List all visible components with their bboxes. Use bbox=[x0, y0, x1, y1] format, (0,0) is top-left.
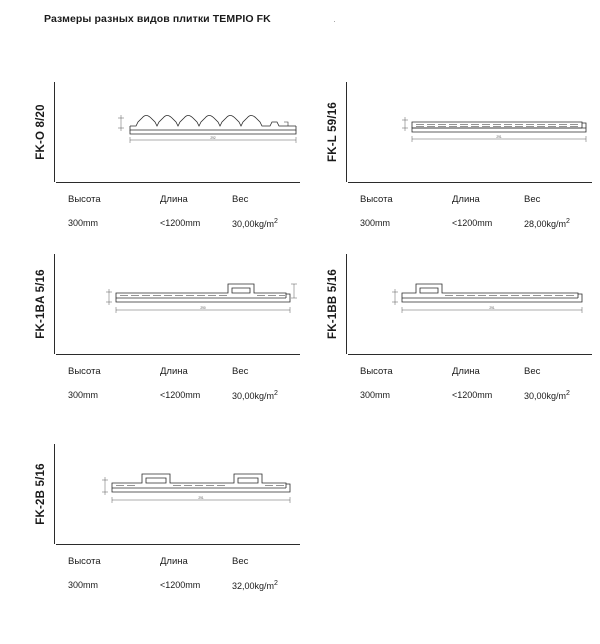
spec-value-weight-text: 32,00kg/m bbox=[232, 581, 275, 591]
profile-drawing-fk-2b-5-16 bbox=[58, 444, 300, 544]
spec-value-row bbox=[68, 218, 300, 229]
spec-header-weight: Вес bbox=[232, 366, 249, 377]
product-code-label: FK-2B 5/16 bbox=[35, 463, 47, 525]
spec-header-weight: Вес bbox=[524, 194, 541, 205]
spec-header-height: Высота bbox=[68, 366, 101, 377]
spec-value-weight-text: 28,00kg/m bbox=[524, 219, 567, 229]
spec-value-weight bbox=[524, 390, 592, 401]
spec-value-length: <1200mm bbox=[452, 218, 493, 228]
profile-drawing-fk-l-59-16 bbox=[350, 82, 592, 182]
spec-header-length: Длина bbox=[160, 556, 188, 567]
spec-header-length: Длина bbox=[160, 194, 188, 205]
product-code-label: FK-1BB 5/16 bbox=[327, 269, 339, 339]
profile-drawing-fk-o-8-20 bbox=[58, 82, 300, 182]
dimension-label: 290 bbox=[200, 306, 206, 310]
spec-header-row bbox=[68, 366, 300, 377]
profile-drawing-fk-1ba-5-16 bbox=[58, 254, 300, 354]
spec-value-length: <1200mm bbox=[160, 218, 201, 228]
product-code-label: FK-O 8/20 bbox=[35, 104, 47, 160]
spec-value-weight bbox=[524, 218, 592, 229]
spec-header-row bbox=[68, 556, 300, 567]
spec-header-height: Высота bbox=[360, 366, 393, 377]
spec-value-row bbox=[360, 218, 592, 229]
dimension-label: 291 bbox=[198, 496, 204, 500]
spec-value-length: <1200mm bbox=[160, 580, 201, 590]
dimension-label: 292 bbox=[210, 136, 216, 140]
spec-header-row bbox=[68, 194, 300, 205]
spec-value-length: <1200mm bbox=[452, 390, 493, 400]
dimension-label: 291 bbox=[496, 135, 502, 139]
spec-header-height: Высота bbox=[68, 194, 101, 205]
page-title-text: Размеры разных видов плитки TEMPIO FK bbox=[44, 13, 271, 25]
product-card-fk-1bb-5-16 bbox=[320, 254, 592, 410]
product-card-fk-o-8-20 bbox=[28, 82, 300, 238]
spec-value-height: 300mm bbox=[68, 390, 99, 400]
spec-header-weight: Вес bbox=[232, 194, 249, 205]
profile-drawing-fk-1bb-5-16 bbox=[350, 254, 592, 354]
spec-header-row bbox=[360, 366, 592, 377]
spec-header-row bbox=[360, 194, 592, 205]
spec-value-weight bbox=[232, 218, 300, 229]
spec-header-length: Длина bbox=[452, 194, 480, 205]
spec-header-weight: Вес bbox=[524, 366, 541, 377]
spec-value-weight-exponent: 2 bbox=[274, 580, 278, 587]
product-code-label: FK-L 59/16 bbox=[327, 102, 339, 162]
spec-value-row bbox=[68, 580, 300, 591]
spec-header-weight: Вес bbox=[232, 556, 249, 567]
spec-value-weight-exponent: 2 bbox=[274, 390, 278, 397]
spec-table-fk-o-8-20 bbox=[68, 182, 300, 238]
spec-value-weight bbox=[232, 580, 300, 591]
spec-value-weight-text: 30,00kg/m bbox=[232, 219, 275, 229]
spec-value-weight-text: 30,00kg/m bbox=[524, 391, 567, 401]
product-card-fk-l-59-16 bbox=[320, 82, 592, 238]
spec-header-length: Длина bbox=[160, 366, 188, 377]
title-marker: · bbox=[333, 16, 336, 26]
product-code-rail bbox=[320, 254, 347, 354]
spec-value-length: <1200mm bbox=[160, 390, 201, 400]
spec-value-height: 300mm bbox=[360, 390, 391, 400]
product-code-rail bbox=[28, 82, 55, 182]
product-card-fk-2b-5-16 bbox=[28, 444, 300, 600]
product-code-label: FK-1BA 5/16 bbox=[35, 269, 47, 339]
spec-table-fk-2b-5-16 bbox=[68, 544, 300, 600]
spec-value-row bbox=[360, 390, 592, 401]
spec-value-weight-text: 30,00kg/m bbox=[232, 391, 275, 401]
spec-table-fk-1ba-5-16 bbox=[68, 354, 300, 410]
product-code-rail bbox=[320, 82, 347, 182]
spec-value-height: 300mm bbox=[68, 218, 99, 228]
spec-value-weight-exponent: 2 bbox=[566, 390, 570, 397]
spec-value-weight-exponent: 2 bbox=[566, 218, 570, 225]
spec-header-height: Высота bbox=[360, 194, 393, 205]
spec-value-height: 300mm bbox=[360, 218, 391, 228]
spec-value-weight bbox=[232, 390, 300, 401]
spec-header-height: Высота bbox=[68, 556, 101, 567]
spec-header-length: Длина bbox=[452, 366, 480, 377]
spec-value-height: 300mm bbox=[68, 580, 99, 590]
product-card-fk-1ba-5-16 bbox=[28, 254, 300, 410]
spec-value-row bbox=[68, 390, 300, 401]
spec-table-fk-1bb-5-16 bbox=[360, 354, 592, 410]
spec-value-weight-exponent: 2 bbox=[274, 218, 278, 225]
spec-table-fk-l-59-16 bbox=[360, 182, 592, 238]
product-code-rail bbox=[28, 444, 55, 544]
product-code-rail bbox=[28, 254, 55, 354]
dimension-label: 291 bbox=[489, 306, 495, 310]
